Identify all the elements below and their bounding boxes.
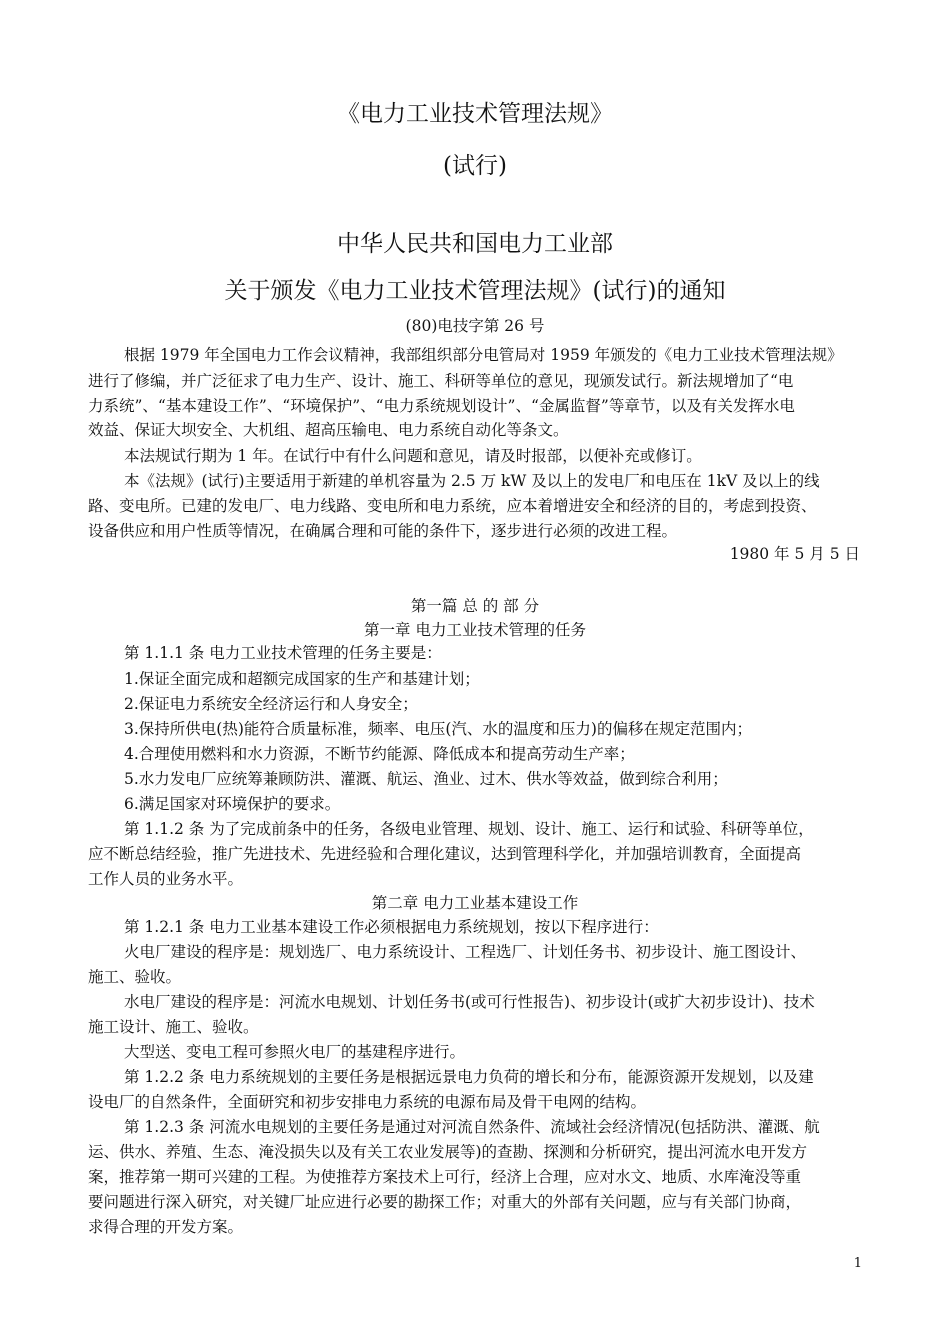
chapter2-heading: 第二章 电力工业基本建设工作 [371,894,579,912]
part-heading: 第一篇 总 的 部 分 [410,597,540,615]
article-line: 第 1.1.2 条 为了完成前条中的任务，各级电业管理、规划、设计、施工、运行和试验、科研等单位， [124,820,814,838]
page-number: 1 [853,1256,862,1271]
notice-line: 效益、保证大坝安全、大机组、超高压输电、电力系统自动化等条文。 [88,421,569,439]
notice-line: 进行了修编，并广泛征求了电力生产、设计、施工、科研等单位的意见，现颁发试行。新法规增加了“电 [88,372,794,390]
article-line: 施工、验收。 [88,968,182,986]
document-title: 《电力工业技术管理法规》 [337,101,613,127]
issuer-heading: 中华人民共和国电力工业部 [337,231,613,257]
doc-number: (80)电技字第 26 号 [405,317,545,335]
article-line: 案，推荐第一期可兴建的工程。为使推荐方案技术上可行，经济上合理，应对水文、地质、水库淹没等重 [88,1168,802,1186]
article-line: 第 1.2.3 条 河流水电规划的主要任务是通过对河流自然条件、流域社会经济情况(包括防洪、灌溉、航 [124,1118,820,1136]
notice-line: 根据 1979 年全国电力工作会议精神，我部组织部分电管局对 1959 年颁发的《电力工业技术管理法规》 [124,346,843,364]
notice-date: 1980 年 5 月 5 日 [729,545,860,563]
list-item: 4.合理使用燃料和水力资源，不断节约能源、降低成本和提高劳动生产率； [124,745,635,763]
chapter1-heading: 第一章 电力工业技术管理的任务 [364,621,586,639]
article-line: 火电厂建设的程序是：规划选厂、电力系统设计、工程选厂、计划任务书、初步设计、施工图设计、 [124,943,807,961]
article-line: 大型送、变电工程可参照火电厂的基建程序进行。 [124,1043,466,1061]
article-line: 第 1.2.2 条 电力系统规划的主要任务是根据远景电力负荷的增长和分布，能源资源开发规划，以及建 [124,1068,814,1086]
article-line: 设电厂的自然条件，全面研究和初步安排电力系统的电源布局及骨干电网的结构。 [88,1093,647,1111]
article-line: 应不断总结经验，推广先进技术、先进经验和合理化建议，达到管理科学化，并加强培训教育，全面提高 [88,845,802,863]
article-line: 求得合理的开发方案。 [88,1218,244,1236]
article-line: 施工设计、施工、验收。 [88,1018,259,1036]
notice-line: 设备供应和用户性质等情况，在确属合理和可能的条件下，逐步进行必须的改进工程。 [88,522,678,540]
notice-line: 路、变电所。已建的发电厂、电力线路、变电所和电力系统，应本着增进安全和经济的目的，考虑到投资、 [88,497,817,515]
article-line: 工作人员的业务水平。 [88,870,244,888]
notice-line: 本《法规》(试行)主要适用于新建的单机容量为 2.5 万 kW 及以上的发电厂和电压在 1kV 及以上的线 [124,472,820,490]
article-line: 运、供水、养殖、生态、淹没损失以及有关工农业发展等)的查勘、探测和分析研究，提出河流水电开发方 [88,1143,808,1161]
notice-title: 关于颁发《电力工业技术管理法规》(试行)的通知 [224,278,726,304]
list-item: 2.保证电力系统安全经济运行和人身安全； [124,695,418,713]
list-item: 5.水力发电厂应统筹兼顾防洪、灌溉、航运、渔业、过木、供水等效益，做到综合利用； [124,770,728,788]
article-line: 第 1.2.1 条 电力工业基本建设工作必须根据电力系统规划，按以下程序进行： [124,918,659,936]
article-line: 要问题进行深入研究，对关键厂址应进行必要的勘探工作；对重大的外部有关问题，应与有关部门协商， [88,1193,802,1211]
list-item: 6.满足国家对环境保护的要求。 [124,795,341,813]
notice-line: 本法规试行期为 1 年。在试行中有什么问题和意见，请及时报部，以便补充或修订。 [124,447,702,465]
notice-line: 力系统”、“基本建设工作”、“环境保护”、“电力系统规划设计”、“金属监督”等章节，以及有关发挥水电 [88,397,795,415]
list-item: 3.保持所供电(热)能符合质量标准，频率、电压(汽、水的温度和压力)的偏移在规定范围内； [124,720,752,738]
article-line: 第 1.1.1 条 电力工业技术管理的任务主要是： [124,644,442,662]
document-subtitle: (试行) [443,153,507,179]
list-item: 1.保证全面完成和超额完成国家的生产和基建计划； [124,670,480,688]
article-line: 水电厂建设的程序是：河流水电规划、计划任务书(或可行性报告)、初步设计(或扩大初步设计)、技术 [124,993,815,1011]
